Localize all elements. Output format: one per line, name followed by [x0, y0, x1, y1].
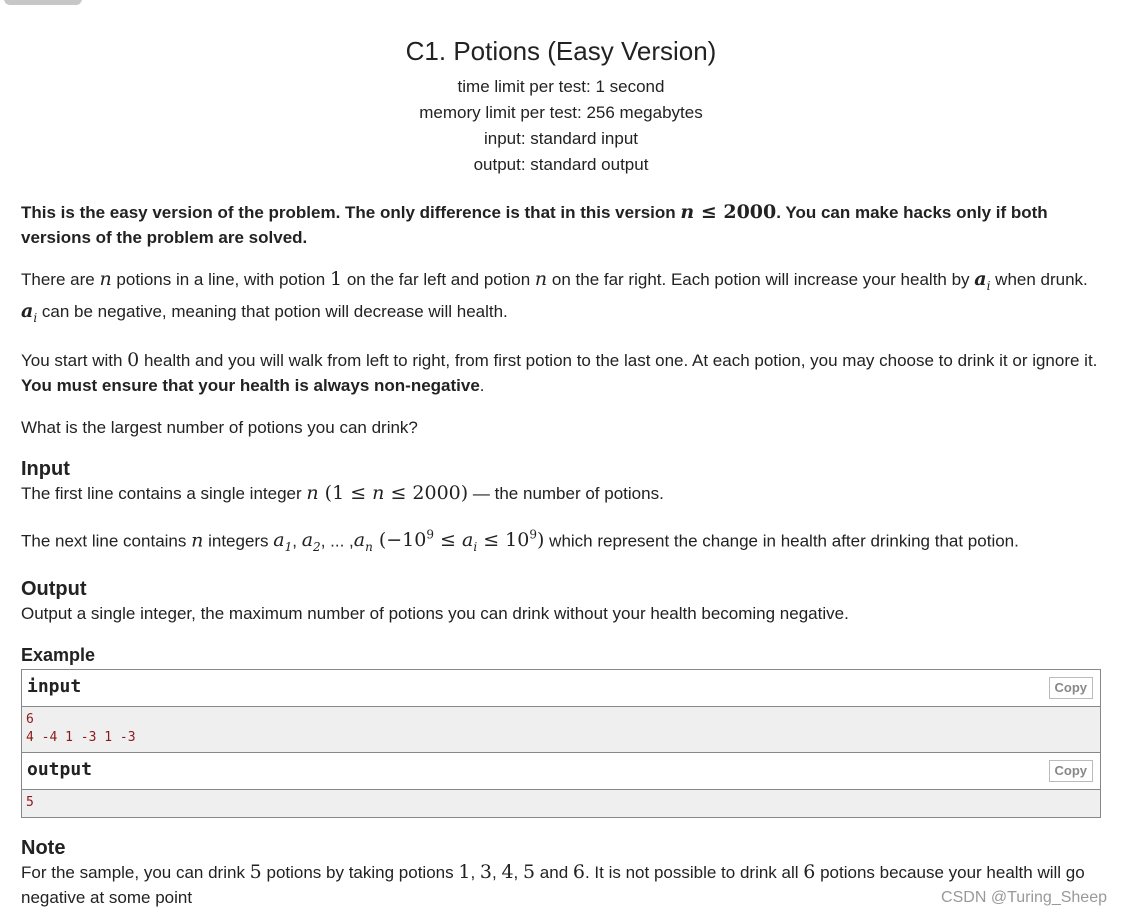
sample-test — [21, 669, 1101, 818]
sample-input-header — [22, 670, 1100, 707]
legend-paragraph-1: There are n potions in a line, with potion 1 on the far left and potion n on the far right. Each potion will increase your health by $a_i$ when drunk. $a_i$ can be negative, meaning that potion will decrease will health. — [21, 268, 1088, 325]
problem-title: C1. Potions (Easy Version) — [405, 36, 717, 66]
output-section-title: Output — [21, 577, 87, 600]
legend-question: What is the largest number of potions you can drink? — [21, 417, 418, 437]
output-description: Output a single integer, the maximum number of potions you can drink without your health becoming negative. — [21, 603, 849, 623]
sample-output-body — [22, 790, 1100, 817]
watermark: CSDN @Turing_Sheep — [941, 889, 1107, 906]
note-text: For the sample, you can drink 5 potions by taking potions 1, 3, 4, 5 and 6. It is not possible to drink all 6 potions because your health will go negative at some point — [21, 860, 1085, 907]
sample-output-label: output — [27, 758, 93, 780]
note-section — [21, 836, 1101, 910]
input-line-1: The first line contains a single integer n (1 ≤ n ≤ 2000) — the number of potions. — [21, 481, 664, 504]
copy-output-button[interactable]: Copy — [1049, 760, 1094, 782]
sample-input-line: 4 -4 1 -3 1 -3 — [26, 729, 136, 745]
sample-input-line: 6 — [26, 711, 34, 727]
time-limit: time limit per test: 1 second — [457, 77, 665, 96]
note-title: Note — [21, 836, 66, 859]
copy-input-button[interactable]: Copy — [1049, 677, 1094, 699]
top-tab — [4, 0, 82, 5]
example-title: Example — [21, 644, 96, 665]
easy-version-notice: This is the easy version of the problem. The only difference is that in this version n ≤ 2000. You can make hacks only if both versions of the problem are solved. — [21, 201, 1048, 247]
input-line-2: The next line contains n integers $a_1$, $a_2$, ... $,a_n$ $(-10^9 \le a_i \le 10^9)$ which represent the change in health after drinking that potion. — [21, 527, 1019, 554]
input-file: input: standard input — [483, 129, 639, 148]
problem-header — [0, 34, 1122, 178]
input-section-title: Input — [21, 457, 70, 480]
sample-output-line: 5 — [26, 794, 34, 810]
output-file: output: standard output — [473, 155, 649, 174]
memory-limit: memory limit per test: 256 megabytes — [419, 103, 703, 122]
problem-statement — [21, 200, 1101, 919]
sample-input-label: input — [27, 675, 82, 697]
sample-input-body — [22, 707, 1100, 753]
legend-paragraph-2: You start with 0 health and you will walk from left to right, from first potion to the last one. At each potion, you may choose to drink it or ignore it. You must ensure that your health is always non-negative. — [21, 348, 1098, 395]
sample-output-header — [22, 753, 1100, 790]
